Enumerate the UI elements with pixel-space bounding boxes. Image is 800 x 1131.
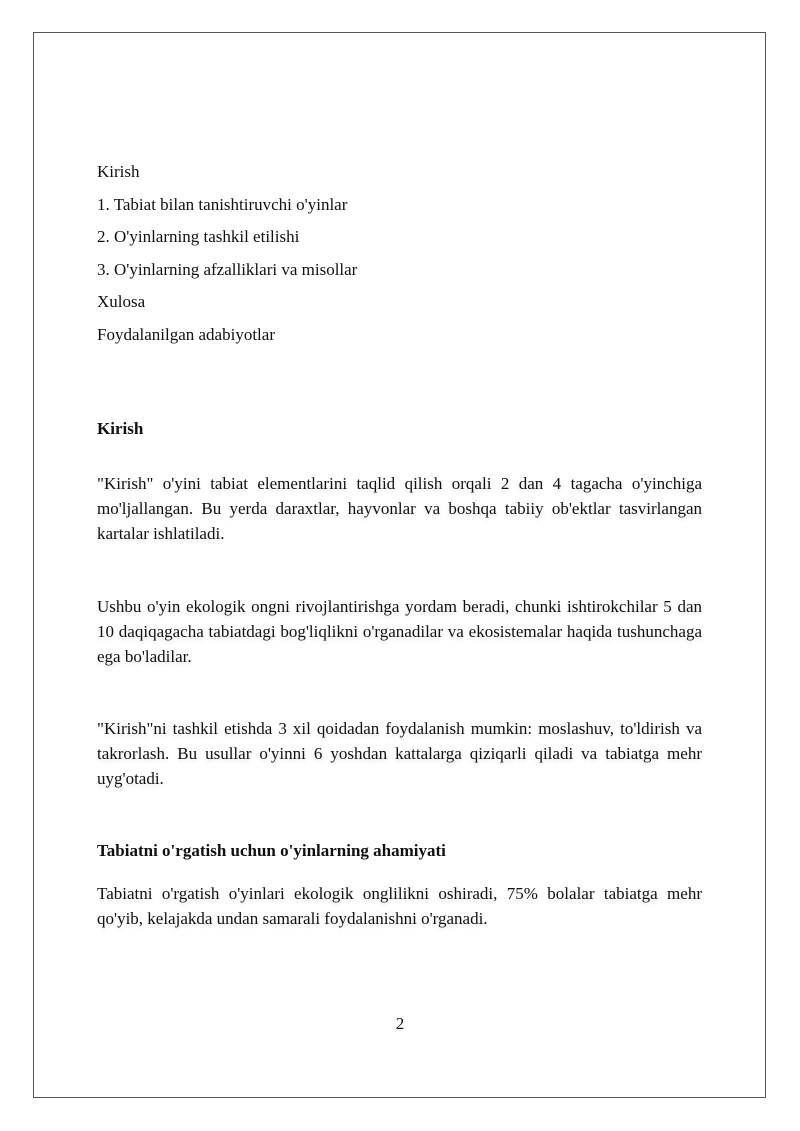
page-number: 2 <box>395 1014 405 1033</box>
table-of-contents <box>97 158 702 353</box>
toc-item-references: Foydalanilgan adabiyotlar <box>97 324 275 344</box>
toc-item-chapter-1: 1. Tabiat bilan tanishtiruvchi o'yinlar <box>97 194 348 214</box>
toc-item-chapter-2: 2. O'yinlarning tashkil etilishi <box>97 227 300 246</box>
paragraph-4: Tabiatni o'rgatish o'yinlari ekologik onglilikni oshiradi, 75% bolalar tabiatga mehr qo'yib, kelajakda undan samarali foydalanishni o'rganadi. <box>97 884 702 928</box>
paragraph-3: "Kirish"ni tashkil etishda 3 xil qoidadan foydalanish mumkin: moslashuv, to'ldirish va takrorlash. Bu usullar o'yinni 6 yoshdan kattalarga qiziqarli qiladi va tabiatga mehr uyg'otadi. <box>97 719 702 788</box>
toc-item-chapter-3: 3. O'yinlarning afzalliklari va misollar <box>97 259 358 279</box>
paragraph-1: "Kirish" o'yini tabiat elementlarini taqlid qilish orqali 2 dan 4 tagacha o'yinchiga mo'ljallangan. Bu yerda daraxtlar, hayvonlar va boshqa tabiiy ob'ektlar tasvirlangan kartalar ishlatiladi. <box>97 474 702 543</box>
toc-item-introduction: Kirish <box>97 162 140 181</box>
paragraph-2: Ushbu o'yin ekologik ongni rivojlantirishga yordam beradi, chunki ishtirokchilar 5 dan 10 daqiqagacha tabiatdagi bog'liqlikni o'rganadilar va ekosistemalar haqida tushunchaga ega bo'ladilar. <box>97 597 702 666</box>
toc-item-conclusion: Xulosa <box>97 292 146 311</box>
section-heading-introduction: Kirish <box>97 419 144 438</box>
section-heading-importance: Tabiatni o'rgatish uchun o'yinlarning ahamiyati <box>97 841 446 860</box>
